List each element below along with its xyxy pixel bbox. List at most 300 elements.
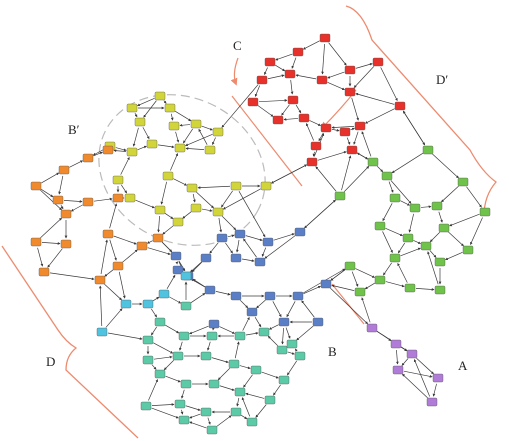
graph-edge [322,44,324,74]
graph-edge [164,101,166,104]
graph-edge [166,376,181,382]
graph-edge [365,109,394,124]
graph-node-blue [295,228,305,236]
graph-edge [297,326,314,340]
graph-node-yellow [135,118,145,126]
label-d: D [46,354,56,369]
graph-node-green [423,146,433,154]
graph-node-orange [39,268,49,276]
graph-edge [414,360,429,397]
graph-edge [121,157,130,174]
graph-edge [432,154,458,178]
graph-edge [306,124,313,141]
graph-node-yellow [175,144,185,152]
graph-edge [121,185,126,193]
graph-edge [242,259,254,261]
graph-node-blue [231,292,241,300]
graph-node-green [375,276,385,284]
graph-node-orange [113,262,123,270]
graph-edge [284,118,298,119]
graph-edge [100,286,102,326]
graph-edge [304,286,321,293]
graph-edge [235,342,238,358]
graph-node-purple [427,398,437,406]
graph-node-teal [179,416,189,424]
graph-node-orange [103,146,113,154]
graph-edge [288,352,295,354]
graph-edge [296,75,316,79]
graph-edge [433,384,436,396]
graph-edge [144,101,157,117]
graph-node-orange [137,242,147,250]
graph-edge [216,291,230,294]
graph-edge [421,207,431,208]
graph-edge [302,301,315,317]
graph-edge [148,379,157,400]
graph-node-green [458,178,468,186]
graph-edge [403,111,425,145]
graph-edge [153,343,172,353]
graph-edge [246,236,262,241]
graph-edge [354,66,374,87]
graph-edge [38,248,43,266]
graph-edge [398,243,404,253]
graph-node-purple [367,324,377,332]
graph-node-red [307,158,317,166]
graph-node-yellow [155,92,165,100]
graph-node-red [395,102,405,110]
graph-node-blue [231,254,241,262]
graph-node-red [299,114,309,122]
graph-edge [162,242,172,252]
graph-edge [48,249,63,268]
graph-edge [286,328,290,339]
graph-node-teal [279,376,289,384]
graph-edge [108,333,142,339]
graph-edge [186,148,204,149]
graph-edge [138,98,155,105]
graph-edge [165,325,179,333]
graph-edge [106,309,122,328]
graph-edge [402,359,408,366]
graph-node-green [390,254,400,262]
graph-edge [240,366,250,369]
graph-node-cyan [121,300,131,308]
graph-node-blue [235,230,245,238]
graph-edge [255,317,261,327]
bracket-d [2,246,138,438]
graph-edge [180,342,183,351]
graph-node-yellow [165,104,175,112]
graph-edge [191,293,205,302]
graph-edge [202,209,212,211]
graph-node-cyan [143,300,153,308]
graph-edge [351,128,355,130]
graph-node-teal [265,396,275,404]
graph-edge [210,243,219,254]
graph-node-green [480,208,490,216]
graph-edge [295,349,296,351]
c-pointer-arrow [234,58,238,84]
graph-edge [276,54,293,60]
graph-node-green [382,172,392,180]
graph-node-teal [277,346,287,354]
graph-edge [134,128,139,146]
graph-node-green [421,242,431,250]
graph-edge [264,67,267,74]
graph-edge [116,148,126,151]
graph-edge [104,284,121,300]
graph-edge [328,72,345,78]
graph-node-teal [229,360,239,368]
graph-node-green [335,192,345,200]
graph-node-green [390,194,400,202]
graph-node-yellow [173,218,183,226]
graph-edge [222,216,236,230]
graph-node-orange [31,238,41,246]
graph-edge [396,350,397,364]
graph-edge [119,272,125,298]
graph-edge [352,98,359,120]
graph-edge [381,67,398,100]
graph-node-red [340,128,350,136]
graph-edge [193,194,195,202]
graph-node-yellow [127,148,137,156]
graph-edge [164,360,174,370]
label-b-prime: B′ [68,122,80,137]
graph-edge [274,234,295,240]
graph-edge [430,232,440,242]
graph-node-red [373,58,383,66]
graph-node-blue [171,252,181,260]
graph-edge [190,262,201,272]
graph-node-green [435,258,445,266]
graph-edge [94,199,112,201]
graph-edge [303,41,319,49]
graph-node-teal [181,380,191,388]
graph-node-blue [201,254,211,262]
graph-node-teal [173,352,183,360]
graph-edge [352,272,358,287]
graph-node-orange [59,166,69,174]
graph-node-red [355,122,365,130]
graph-edge [244,375,253,387]
graph-edge [220,386,235,390]
graph-edge [237,398,239,406]
graph-edge [181,410,182,414]
graph-edge [192,262,202,272]
graph-edge [152,404,174,405]
graph-node-green [403,234,413,242]
graph-edge [243,239,256,257]
graph-node-yellow [205,146,215,154]
graph-node-orange [103,230,113,238]
graph-edge [176,132,179,142]
graph-edge [171,114,172,120]
graph-edge [386,282,404,287]
graph-edge [136,200,155,208]
graph-edge [223,189,260,209]
graph-node-purple [407,350,417,358]
graph-edge [439,212,442,223]
graph-node-teal [207,426,217,434]
graph-edge [240,300,248,308]
graph-edge [467,187,482,207]
graph-edge [344,166,369,191]
graph-edge [101,240,107,274]
graph-node-teal [201,408,211,416]
graph-node-cyan [97,328,107,336]
graph-edge [219,218,221,232]
graph-node-red [293,48,303,56]
graph-node-orange [61,210,71,218]
graph-edge [446,252,463,259]
graph-node-yellow [169,122,179,130]
graph-node-teal [201,352,211,360]
graph-edge [158,145,174,147]
graph-edge [401,248,421,256]
graph-edge [173,179,186,186]
graph-node-yellow [187,184,197,192]
graph-edge [275,65,285,71]
graph-node-orange [95,276,105,284]
graph-node-yellow [127,104,137,112]
graph-edge [182,390,185,399]
graph-edge [41,189,53,197]
graph-node-teal [155,318,165,326]
graph-edge [161,182,166,204]
graph-edge [190,422,207,428]
graph-node-red [311,142,321,150]
graph-node-green [375,222,385,230]
graph-edge [362,298,370,323]
graph-node-orange [153,234,163,242]
graph-edge [242,398,250,417]
graph-node-yellow [191,204,201,212]
graph-edge [282,328,283,344]
graph-node-green [410,204,420,212]
graph-edge [114,150,126,151]
graph-edge [154,357,172,359]
graph-edge [202,126,213,130]
graph-node-red [347,146,357,154]
graph-node-yellow [213,128,223,136]
graph-edge [398,263,408,282]
graph-node-green [368,158,378,166]
graph-node-teal [181,302,191,310]
graph-node-blue [255,258,265,266]
graph-edge [389,182,393,193]
graph-edge [190,326,209,334]
graph-edge [175,111,191,121]
graph-node-orange [53,196,63,204]
graph-edge [400,201,409,206]
graph-node-orange [113,194,123,202]
graph-edge [354,132,358,145]
graph-edge [218,368,230,380]
graph-node-red [317,76,327,84]
graph-node-teal [295,352,305,360]
graph-edge [105,270,114,277]
graph-edge [165,213,173,218]
graph-edge [170,154,177,171]
graph-edge [347,138,350,145]
graph-node-blue [321,280,331,288]
graph-edge [110,240,116,261]
graph-edge [430,251,436,258]
graph-edge [259,100,287,101]
graph-node-teal [251,366,261,374]
label-c: C [233,38,242,53]
graph-node-teal [259,328,269,336]
graph-node-blue [205,286,215,294]
graph-edge [355,269,374,278]
graph-edge [237,240,239,252]
graph-node-cyan [159,290,169,298]
graph-node-teal [141,402,151,410]
graph-edge [61,205,63,209]
graph-node-red [265,58,275,66]
graph-node-yellow [113,176,123,184]
graph-edge [404,371,432,377]
graph-edge [273,301,281,316]
graph-node-teal [207,332,217,340]
graph-edge [191,279,205,287]
graph-node-yellow [125,194,135,202]
graph-edge [183,129,192,143]
graph-edge [180,125,190,126]
graph-edge [386,228,403,235]
graph-node-orange [83,154,93,162]
graph-edge [268,75,284,78]
graph-edge [183,212,192,219]
label-a: A [458,358,468,373]
graph-edge [318,152,347,161]
graph-edge [256,405,266,418]
graph-node-teal [143,336,153,344]
graph-edge [256,300,265,308]
graph-edge [383,263,391,275]
graph-edge [147,241,152,244]
graph-edge [212,358,228,363]
graph-edge [186,134,213,145]
graph-node-red [345,88,355,96]
graph-node-yellow [191,120,201,128]
graph-node-teal [143,356,153,364]
graph-node-red [320,34,330,42]
graph-node-yellow [147,140,157,148]
graph-edge [377,166,383,172]
graph-edge [282,105,290,115]
graph-edge [296,105,301,113]
graph-node-teal [209,380,219,388]
graph-node-yellow [261,182,271,190]
graph-edge [409,214,413,232]
graph-edge [271,165,306,183]
graph-edge [392,153,423,173]
graph-node-teal [287,340,297,348]
graph-node-yellow [231,182,241,190]
graph-edge [71,205,82,211]
graph-edge [269,325,278,330]
graph-edge [217,416,231,427]
graph-edge [316,167,336,192]
graph-node-purple [391,340,401,348]
graph-edge [342,156,351,190]
graph-edge [383,231,393,252]
graph-edge [273,385,280,395]
graph-edge [169,297,180,303]
graph-edge [41,173,59,183]
graph-edge [441,186,458,202]
graph-node-red [288,96,298,104]
graph-node-red [345,66,355,74]
b-prime-cluster-outline [72,66,291,274]
graph-edge [262,248,266,257]
graph-node-green [439,224,449,232]
graph-edge [158,216,159,232]
graph-edge [262,372,279,378]
graph-edge [401,347,407,351]
graph-node-blue [217,234,227,242]
graph-edge [50,273,94,279]
graph-edge [143,127,149,138]
graph-edge [332,129,339,131]
graph-node-teal [235,388,245,396]
graph-edge [151,327,156,335]
graph-edge [246,333,258,335]
graph-node-blue [263,238,273,246]
graph-edge [448,232,463,246]
graph-edge [151,309,156,317]
graph-node-blue [279,318,289,326]
graph-edge [291,80,293,94]
bracket-d-prime [346,6,496,216]
graph-edge [114,236,137,244]
graph-edge [148,248,170,255]
graph-edge [208,342,211,351]
graph-node-yellow [163,172,173,180]
graph-edge [186,406,201,410]
graph-edge [362,132,371,157]
graph-edge [357,153,368,159]
graph-node-yellow [213,208,223,216]
graph-edge [225,243,232,253]
graph-node-teal [179,332,189,340]
graph-edge [219,327,234,334]
graph-edge [402,374,427,398]
graph-edge [268,336,278,346]
graph-node-orange [31,182,41,190]
graph-edge [328,82,345,89]
graph-edge [292,58,296,69]
graph-edge [356,94,394,105]
graph-edge [331,270,345,281]
graph-edge [304,200,335,228]
graph-node-orange [83,198,93,206]
graph-edge [258,106,273,117]
graph-edge [365,283,375,289]
graph-edge [243,317,250,330]
graph-edge [153,297,159,301]
graph-node-green [463,246,473,254]
graph-edge [69,161,82,168]
graph-edge [428,252,438,285]
graph-edge [167,275,175,289]
graph-edge [450,214,480,226]
label-d-prime: D′ [436,72,449,87]
label-b: B [328,344,337,359]
